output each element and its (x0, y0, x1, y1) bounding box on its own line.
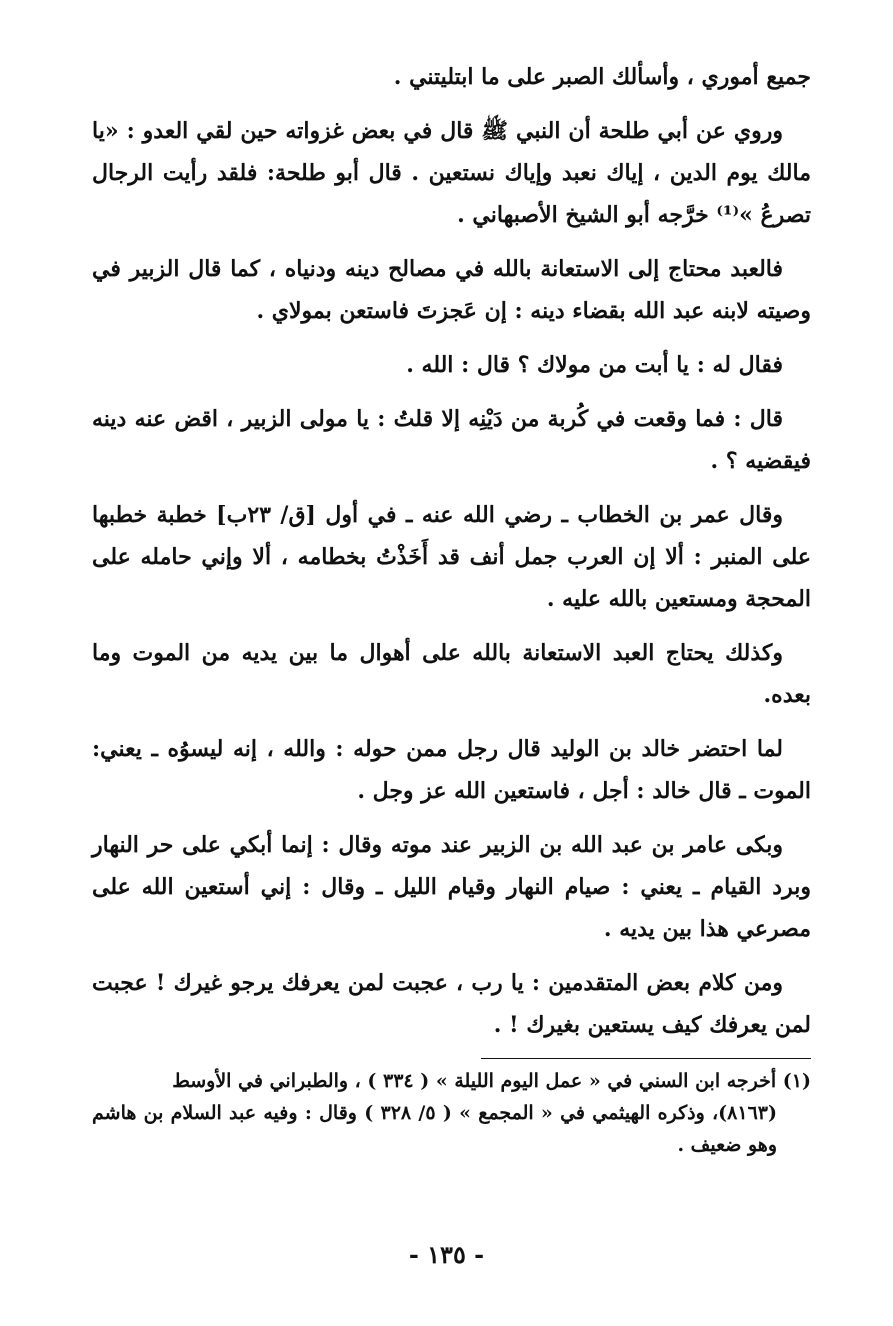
paragraph-2: وروي عن أبي طلحة أن النبي ﷺ قال في بعض غزواته حين لقي العدو : «يا مالك يوم الدين ، إياك نعبد وإياك نستعين . قال أبو طلحة: فلقد رأيت الرجال تصرعُ »⁽¹⁾ خرَّجه أبو الشيخ الأصبهاني . (92, 118, 811, 228)
footnote-text: أخرجه ابن السني في « عمل اليوم الليلة » ( ٣٣٤ ) ، والطبراني في الأوسط (172, 1070, 777, 1092)
footnote-divider (481, 1058, 811, 1059)
paragraph-9: وبكى عامر بن عبد الله بن الزبير عند موته وقال : إنما أبكي على حر النهار وبرد القيام ـ يعني : صيام النهار وقيام الليل ـ وقال : إني أستعين الله على مصرعي هذا بين يديه . (92, 832, 811, 942)
paragraph-1: جميع أموري ، وأسألك الصبر على ما ابتليتني . (393, 64, 811, 90)
paragraph-7: وكذلك يحتاج العبد الاستعانة بالله على أهوال ما بين يديه من الموت وما بعده. (92, 640, 811, 708)
paragraph-3: فالعبد محتاج إلى الاستعانة بالله في مصالح دينه ودنياه ، كما قال الزبير في وصيته لابنه عبد الله بقضاء دينه : إن عَجزتَ فاستعن بمولاي . (92, 256, 811, 324)
paragraph-10: ومن كلام بعض المتقدمين : يا رب ، عجبت لمن يعرفك يرجو غيرك ! عجبت لمن يعرفك كيف يستعين بغيرك ! . (92, 970, 811, 1038)
main-text (92, 56, 811, 1046)
paragraph-5: قال : فما وقعت في كُربة من دَيْنِه إلا قلتُ : يا مولى الزبير ، اقض عنه دينه فيقضيه ؟ . (92, 406, 811, 474)
footnote-continuation: (٨١٦٣)، وذكره الهيثمي في « المجمع » ( ٥/ ٣٢٨ ) وقال : وفيه عبد السلام بن هاشم وهو ضعيف . (92, 1102, 777, 1156)
footnote-marker: (١) (782, 1070, 811, 1092)
footnote (92, 1065, 811, 1161)
paragraph-8: لما احتضر خالد بن الوليد قال رجل ممن حوله : والله ، إنه ليسوُه ـ يعني: الموت ـ قال خالد : أجل ، فاستعين الله عز وجل . (92, 736, 811, 804)
paragraph-6: وقال عمر بن الخطاب ـ رضي الله عنه ـ في أول [ق/ ٢٣ب] خطبة خطبها على المنبر : ألا إن العرب جمل أنف قد أَخَذْتُ بخطامه ، ألا وإني حامله على المحجة ومستعين بالله عليه . (92, 502, 811, 612)
paragraph-4: فقال له : يا أبت من مولاك ؟ قال : الله . (406, 352, 783, 378)
page-number: - ١٣٥ - (408, 1240, 485, 1269)
